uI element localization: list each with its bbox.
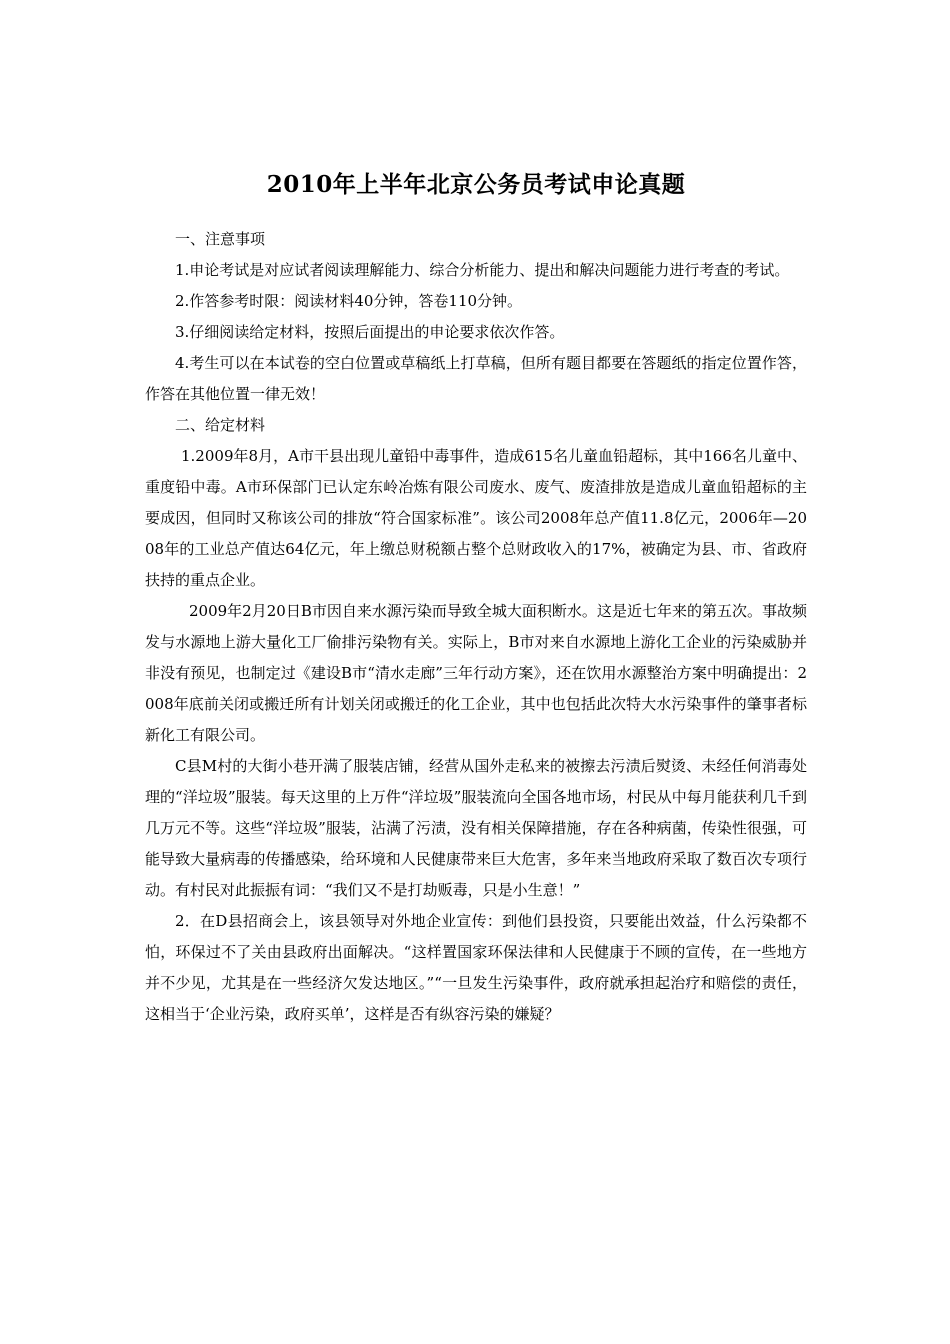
material-paragraph-4: 2．在D县招商会上，该县领导对外地企业宣传：到他们县投资，只要能出效益，什么污染都不怕，环保过不了关由县政府出面解决。“这样置国家环保法律和人民健康于不顾的宣传，在一些地方并不少见，尤其是在一些经济欠发达地区。”“一旦发生污染事件，政府就承担起治疗和赔偿的责任，这相当于‘企业污染，政府买单’，这样是否有纵容污染的嫌疑？ [145, 912, 807, 1023]
note-item-1: 1.申论考试是对应试者阅读理解能力、综合分析能力、提出和解决问题能力进行考查的考试。 [175, 261, 790, 279]
material-paragraph-3: C县M村的大街小巷开满了服装店铺，经营从国外走私来的被擦去污渍后熨烫、未经任何消毒处理的“洋垃圾”服装。每天这里的上万件“洋垃圾”服装流向全国各地市场，村民从中每月能获利几千到几万元不等。这些“洋垃圾”服装，沾满了污渍，没有相关保障措施，存在各种病菌，传染性很强，可能导致大量病毒的传播感染，给环境和人民健康带来巨大危害，多年来当地政府采取了数百次专项行动。有村民对此振振有词：“我们又不是打劫贩毒，只是小生意！” [145, 757, 807, 899]
section-heading-materials: 二、给定材料 [175, 416, 266, 434]
note-item-2: 2.作答参考时限：阅读材料40分钟，答卷110分钟。 [175, 292, 523, 310]
material-paragraph-2: 2009年2月20日B市因自来水源污染而导致全城大面积断水。这是近七年来的第五次。事故频发与水源地上游大量化工厂偷排污染物有关。实际上，B市对来自水源地上游化工企业的污染威胁并非没有预见，也制定过《建设B市“清水走廊”三年行动方案》，还在饮用水源整治方案中明确提出：2008年底前关闭或搬迁所有计划关闭或搬迁的化工企业，其中也包括此次特大水污染事件的肇事者标新化工有限公司。 [145, 602, 807, 744]
note-item-3: 3.仔细阅读给定材料，按照后面提出的申论要求依次作答。 [175, 323, 565, 341]
section-heading-notes: 一、注意事项 [175, 230, 266, 248]
document-title: 2010年上半年北京公务员考试申论真题 [266, 171, 686, 198]
note-item-4: 4.考生可以在本试卷的空白位置或草稿纸上打草稿，但所有题目都要在答题纸的指定位置作答，作答在其他位置一律无效！ [145, 354, 807, 403]
document-page [145, 168, 807, 1030]
material-paragraph-1: 1.2009年8月，A市干县出现儿童铅中毒事件，造成615名儿童血铅超标，其中166名儿童中、重度铅中毒。A市环保部门已认定东岭冶炼有限公司废水、废气、废渣排放是造成儿童血铅超标的主要成因，但同时又称该公司的排放“符合国家标准”。该公司2008年总产值11.8亿元，2006年—2008年的工业总产值达64亿元，年上缴总财税额占整个总财政收入的17%，被确定为县、市、省政府扶持的重点企业。 [145, 447, 807, 589]
